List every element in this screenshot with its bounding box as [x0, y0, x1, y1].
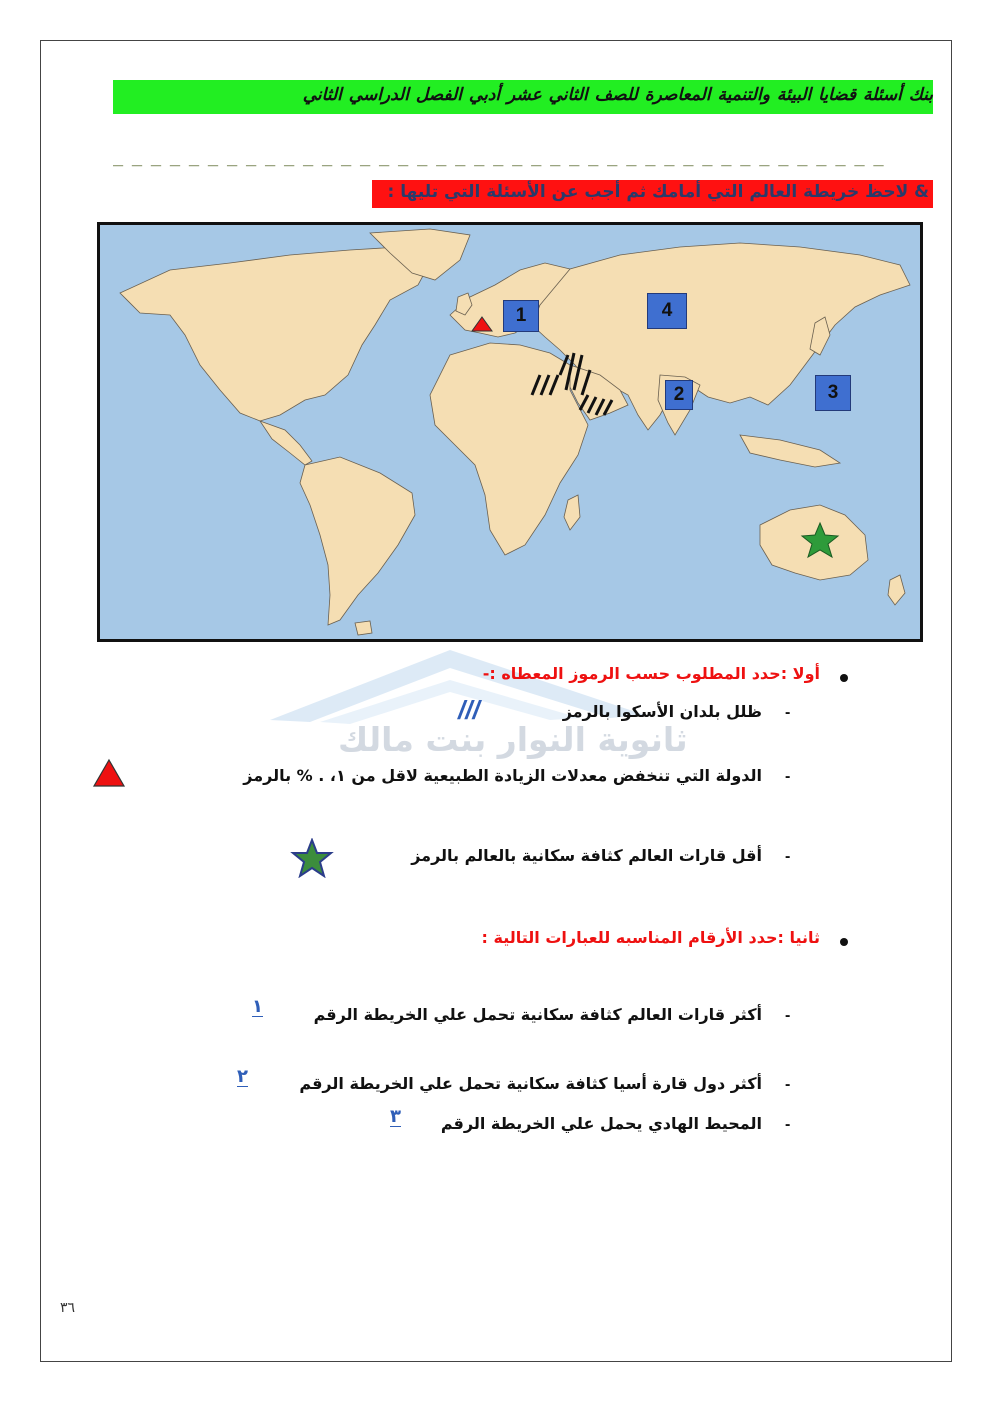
answer-value: ١ — [252, 996, 263, 1017]
map-label-2: 2 — [665, 380, 693, 410]
central-america-shape — [260, 421, 312, 465]
section1-heading: أولا :حدد المطلوب حسب الرموز المعطاه :- — [482, 664, 820, 683]
southeast-asia-shape — [740, 435, 840, 467]
madagascar-shape — [564, 495, 580, 530]
africa-shape — [430, 343, 588, 555]
question-text: ظلل بلدان الأسكوا بالرمز — [562, 702, 762, 721]
instruction-text: & لاحظ خريطة العالم التي أمامك ثم أجب عن الأسئلة التي تليها : — [387, 182, 929, 202]
map-label-3: 3 — [815, 375, 851, 411]
bullet — [840, 938, 848, 946]
question-text: أكثر دول قارة أسيا كثافة سكانية تحمل علي الخريطة الرقم — [299, 1074, 762, 1093]
answer-value: ٢ — [237, 1066, 248, 1087]
dash-marker: - — [785, 1007, 791, 1024]
question-text: أقل قارات العالم كثافة سكانية بالعالم بالرمز — [411, 846, 762, 865]
bullet — [840, 674, 848, 682]
world-map-drawing — [100, 225, 920, 639]
dashed-separator: _ _ _ _ _ _ _ _ _ _ _ _ _ _ _ _ _ _ _ _ _ _ _ _ _ _ _ _ _ _ _ _ _ _ _ _ _ _ _ _ _ — [113, 148, 886, 168]
watermark-text: ثانوية النوار بنت مالك — [338, 720, 688, 759]
question-text: أكثر قارات العالم كثافة سكانية تحمل علي الخريطة الرقم — [313, 1005, 762, 1024]
dash-marker: - — [785, 704, 791, 721]
question-text: المحيط الهادي يحمل علي الخريطة الرقم — [440, 1114, 762, 1133]
section2-heading: ثانيا :حدد الأرقام المناسبه للعبارات التالية : — [481, 928, 820, 947]
new-zealand-shape — [888, 575, 905, 605]
header-banner — [113, 80, 933, 114]
page-number: ٣٦ — [60, 1300, 76, 1316]
hatch-symbol: /// — [458, 695, 480, 725]
north-america-shape — [120, 247, 430, 421]
instruction-banner — [372, 180, 933, 208]
world-map — [97, 222, 923, 642]
star-icon — [290, 838, 334, 878]
dash-marker: - — [785, 848, 791, 865]
map-label-1: 1 — [503, 300, 539, 332]
south-america-shape — [300, 457, 415, 625]
dash-marker: - — [785, 1076, 791, 1093]
dash-marker: - — [785, 768, 791, 785]
antarctic-island-shape — [355, 621, 372, 635]
question-text: الدولة التي تنخفض معدلات الزيادة الطبيعية لاقل من ١، . % بالرمز — [243, 766, 762, 785]
dash-marker: - — [785, 1116, 791, 1133]
header-title: بنك أسئلة قضايا البيئة والتنمية المعاصرة للصف الثاني عشر أدبي الفصل الدراسي الثاني — [302, 85, 933, 105]
triangle-icon — [92, 758, 126, 788]
answer-value: ٣ — [390, 1106, 401, 1127]
map-label-4: 4 — [647, 293, 687, 329]
